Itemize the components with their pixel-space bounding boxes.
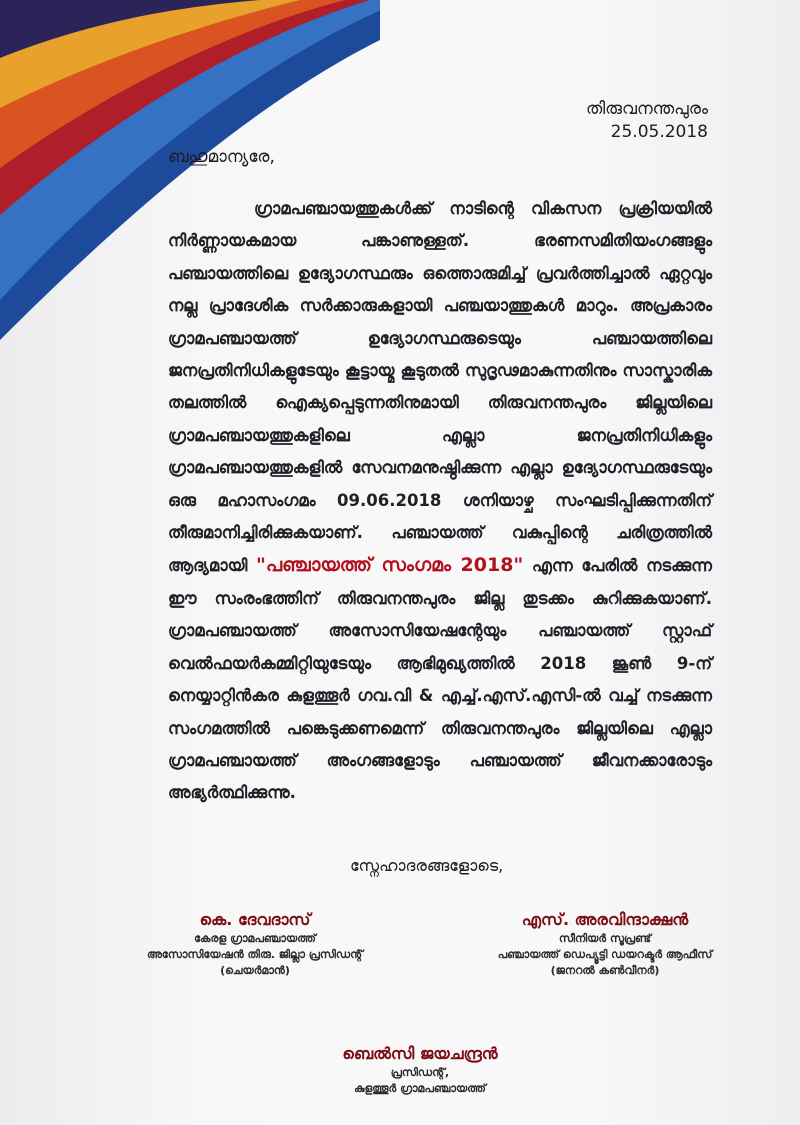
- signatory-name: കെ. ദേവദാസ്: [199, 910, 311, 929]
- date-label: 25.05.2018: [610, 122, 708, 142]
- place-label: തിരുവനന്തപുരം: [586, 99, 708, 119]
- signatory-title: അസോസിയേഷൻ തിരു. ജില്ലാ പ്രസിഡന്റ്: [146, 948, 364, 961]
- signatory-convener: [470, 909, 740, 979]
- signatory-president: [300, 1043, 540, 1097]
- signatory-chairman: [140, 909, 370, 979]
- signatory-title: പ്രസിഡന്റ്,: [390, 1066, 450, 1079]
- salutation: ബഹുമാന്യരേ,: [168, 147, 275, 167]
- signatory-title: പഞ്ചായത്ത് ഡെപ്യൂട്ടി ഡയറക്ടർ ആഫീസ്: [497, 948, 713, 961]
- signatory-role: (ചെയർമാൻ): [220, 964, 290, 977]
- signatory-title: സീനിയർ സൂപ്രണ്ട്: [558, 932, 652, 945]
- signatory-name: എസ്. അരവിന്ദാക്ഷൻ: [521, 910, 689, 929]
- signatory-role: (ജനറൽ കൺവീനർ): [550, 964, 660, 977]
- event-name: "പഞ്ചായത്ത് സംഗമം 2018": [256, 554, 524, 577]
- signatory-title: കുളത്തൂർ ഗ്രാമപഞ്ചായത്ത്: [354, 1082, 486, 1095]
- signatory-title: കേരള ഗ്രാമപഞ്ചായത്ത്: [194, 932, 316, 945]
- letter-body: [168, 193, 712, 810]
- body-paragraph-start: ഗ്രാമപഞ്ചായത്തുകൾക്ക് നാടിന്റെ വികസന പ്രക്രിയയിൽ നിർണ്ണായകമായ പങ്കാണുള്ളത്. ഭരണസമിതിയംഗങ്ങളും പഞ്ചായത്തിലെ ഉദ്യോഗസ്ഥരും ഒത്തൊരുമിച്ച് പ്രവർത്തിച്ചാൽ ഏറ്റവും നല്ല പ്രാദേശിക സർക്കാരുകളായി പഞ്ചയാത്തുകൾ മാറും. അപ്രകാരം ഗ്രാമപഞ്ചായത്ത് ഉദ്യോഗസ്ഥരുടെയും പഞ്ചായത്തിലെ ജനപ്രതിനിധികളുടേയും കൂട്ടായ്മ കൂടുതൽ സുദൃഢമാകുന്നതിനും സാസ്കാരിക തലത്തിൽ ഐക്യപ്പെടുന്നതിനുമായി തിരുവനന്തപുരം ജില്ലയിലെ ഗ്രാമപഞ്ചായത്തുകളിലെ എല്ലാ ജനപ്രതിനിധികളും ഗ്രാമപഞ്ചായത്തുകളിൽ സേവനമനുഷ്ഠിക്കുന്ന എല്ലാ ഉദ്യോഗസ്ഥരുടേയും ഒരു മഹാസംഗമം 09.06.2018 ശനിയാഴ്ച സംഘടിപ്പിക്കുന്നതിന് തീരുമാനിച്ചിരിക്കുകയാണ്. പഞ്ചായത്ത് വകുപ്പിന്റെ ചരിത്രത്തിൽ ആദ്യമായി: [168, 199, 712, 576]
- body-paragraph-end: എന്ന പേരിൽ നടക്കുന്ന ഈ സംരംഭത്തിന് തിരുവനന്തപുരം ജില്ല തുടക്കം കുറിക്കുകയാണ്. ഗ്രാമപഞ്ചായത്ത് അസോസിയേഷന്റേയും പഞ്ചായത്ത് സ്റ്റാഫ് വെൽഫയർകമ്മിറ്റിയുടേയും ആഭിമുഖ്യത്തിൽ 2018 ജൂൺ 9-ന് നെയ്യാറ്റിൻകര കുളത്തൂർ ഗവ.വി & എച്ച്.എസ്.എസി-ൽ വച്ച് നടക്കുന്ന സംഗമത്തിൽ പങ്കെടുക്കണമെന്ന് തിരുവനന്തപുരം ജില്ലയിലെ എല്ലാ ഗ്രാമപഞ്ചായത്ത് അംഗങ്ങളോടും പഞ്ചായത്ത് ജീവനക്കാരോടും അഭ്യർത്ഥിക്കുന്നു.: [168, 556, 712, 803]
- place-date-block: [586, 98, 708, 144]
- closing-line: സ്നേഹാദരങ്ങളോടെ,: [350, 856, 504, 875]
- signatory-name: ബെൽസി ജയചന്ദ്രൻ: [342, 1044, 498, 1063]
